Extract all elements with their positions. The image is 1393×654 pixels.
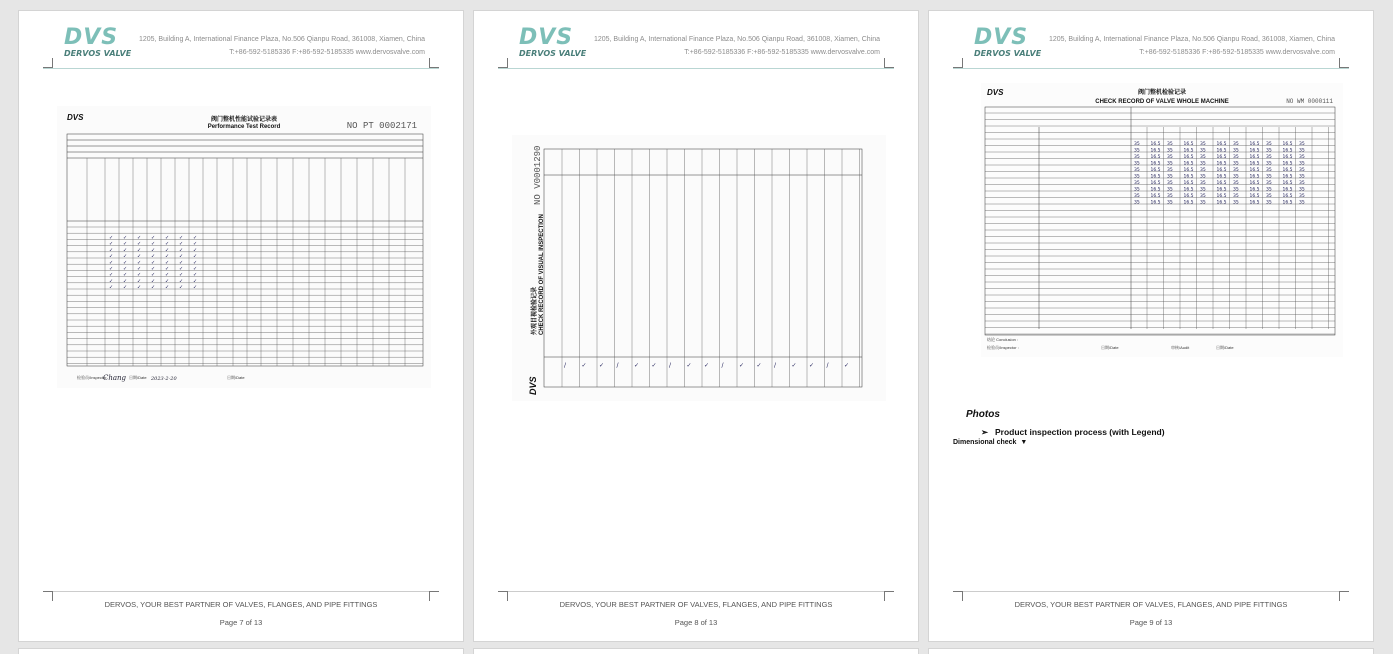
handwritten-mark: ✓: [165, 266, 170, 272]
handwritten-mark: 35: [1299, 181, 1305, 186]
handwritten-mark: 35: [1233, 187, 1239, 193]
svg-text:日期/Date: 日期/Date: [227, 375, 245, 380]
handwritten-mark: ✓: [193, 247, 198, 254]
handwritten-mark: ✓: [123, 266, 128, 272]
handwritten-mark: 16.5: [1282, 161, 1293, 167]
handwritten-mark: 35: [1266, 161, 1272, 167]
handwritten-mark: 16.5: [1282, 200, 1293, 206]
bullet-item: ➢ Product inspection process (with Legend): [981, 427, 1165, 437]
handwritten-mark: 35: [1200, 187, 1206, 193]
handwritten-mark: 35: [1134, 181, 1140, 186]
handwritten-mark: ✓: [756, 362, 762, 369]
handwritten-mark: 16.5: [1249, 200, 1260, 206]
svg-text:检验员/Inspector: 检验员/Inspector: [77, 375, 107, 380]
handwritten-mark: ✓: [109, 272, 114, 279]
handwritten-mark: 35: [1299, 200, 1305, 206]
handwritten-mark: 35: [1167, 148, 1173, 154]
handwritten-mark: 35: [1134, 148, 1140, 154]
document-page-9: [928, 10, 1374, 642]
svg-text:Performance Test Record: Performance Test Record: [207, 124, 281, 130]
handwritten-mark: 35: [1299, 194, 1305, 199]
handwritten-mark: ✓: [193, 253, 198, 260]
svg-text:DVS: DVS: [987, 88, 1004, 97]
handwritten-mark: ✓: [179, 241, 184, 248]
svg-text:NO WM 0000111: NO WM 0000111: [1286, 98, 1333, 105]
handwritten-mark: 35: [1266, 181, 1272, 186]
footer-rule: [963, 591, 1339, 592]
handwritten-mark: 16.5: [1249, 181, 1260, 186]
handwritten-mark: 35: [1167, 181, 1173, 186]
handwritten-mark: 16.5: [1150, 200, 1161, 206]
svg-text:检验员/Inspector :: 检验员/Inspector :: [987, 345, 1019, 350]
header-rule: [498, 68, 894, 69]
handwritten-mark: 35: [1266, 142, 1272, 147]
handwritten-mark: ✓: [151, 278, 156, 285]
dimensional-check-label[interactable]: Dimensional check ▼: [953, 439, 1028, 446]
handwritten-mark: ✓: [151, 272, 156, 279]
handwritten-mark: 35: [1200, 148, 1206, 154]
svg-text:DVS: DVS: [528, 376, 538, 395]
page-number: Page 8 of 13: [674, 618, 718, 627]
handwritten-mark: ✓: [739, 362, 745, 369]
handwritten-mark: 35: [1299, 161, 1305, 167]
handwritten-mark: 16.5: [1216, 168, 1227, 173]
handwritten-mark: ✓: [193, 241, 198, 248]
handwritten-mark: ✓: [123, 253, 128, 260]
handwritten-mark: ✓: [165, 278, 170, 285]
arrow-bullet-icon: ➢: [981, 427, 989, 437]
handwritten-mark: ✓: [151, 253, 156, 260]
handwritten-mark: ✓: [137, 266, 142, 272]
svg-text:外观目视检验记录: 外观目视检验记录: [532, 286, 538, 335]
handwritten-mark: ✓: [179, 253, 184, 260]
header-address: 1205, Building A, International Finance Plaza, No.506 Qianpu Road, 361008, Xiamen, China T:+86-592-5185336 F:+86-592-5185335 www.dervosvalve.com: [1048, 36, 1335, 56]
handwritten-mark: 16.5: [1282, 168, 1293, 173]
handwritten-mark: 35: [1233, 194, 1239, 199]
handwritten-mark: ✓: [599, 362, 605, 369]
handwritten-mark: 16.5: [1216, 181, 1227, 186]
handwritten-mark: 35: [1200, 200, 1206, 206]
handwritten-mark: 35: [1233, 161, 1239, 167]
photos-heading: Photos: [966, 409, 1000, 420]
handwritten-mark: ✓: [123, 272, 128, 279]
handwritten-mark: 16.5: [1249, 187, 1260, 193]
handwritten-mark: 35: [1299, 155, 1305, 160]
handwritten-mark: ✓: [123, 235, 128, 241]
handwritten-mark: 35: [1233, 181, 1239, 186]
handwritten-mark: 16.5: [1150, 161, 1161, 167]
handwritten-mark: ✓: [193, 259, 198, 266]
handwritten-mark: 16.5: [1150, 174, 1161, 180]
handwritten-mark: 16.5: [1249, 174, 1260, 180]
handwritten-mark: ✓: [109, 235, 114, 241]
handwritten-mark: 35: [1299, 148, 1305, 154]
handwritten-mark: ✓: [123, 247, 128, 254]
handwritten-mark: ✓: [179, 278, 184, 285]
crop-mark: [1339, 58, 1349, 68]
handwritten-mark: 35: [1233, 142, 1239, 147]
handwritten-mark: /: [616, 362, 619, 369]
scanned-performance-test-record: [57, 106, 431, 388]
handwritten-mark: ✓: [179, 284, 184, 291]
handwritten-mark: 35: [1266, 148, 1272, 154]
next-page-edge: [473, 648, 919, 654]
handwritten-mark: 16.5: [1150, 181, 1161, 186]
handwritten-mark: ✓: [109, 259, 114, 266]
handwritten-mark: /: [564, 362, 567, 369]
svg-text:NO V0001290: NO V0001290: [533, 145, 543, 205]
handwritten-mark: ✓: [165, 235, 170, 241]
handwritten-mark: ✓: [791, 362, 797, 369]
handwritten-mark: ✓: [137, 272, 142, 279]
svg-text:CHECK RECORD OF VALVE WHOLE MA: CHECK RECORD OF VALVE WHOLE MACHINE: [1095, 99, 1229, 105]
handwritten-mark: 35: [1134, 187, 1140, 193]
handwritten-mark: ✓: [151, 266, 156, 272]
handwritten-mark: 16.5: [1183, 168, 1194, 173]
handwritten-mark: 16.5: [1150, 194, 1161, 199]
handwritten-mark: ✓: [634, 362, 640, 369]
handwritten-mark: ✓: [151, 235, 156, 241]
handwritten-mark: ✓: [137, 284, 142, 291]
handwritten-mark: 35: [1167, 174, 1173, 180]
handwritten-mark: ✓: [151, 241, 156, 248]
handwritten-mark: 16.5: [1249, 194, 1260, 199]
handwritten-mark: ✓: [686, 362, 692, 369]
handwritten-mark: 16.5: [1183, 194, 1194, 199]
handwritten-mark: ✓: [137, 253, 142, 260]
handwritten-mark: 16.5: [1282, 142, 1293, 147]
handwritten-mark: 35: [1134, 155, 1140, 160]
handwritten-mark: 35: [1299, 168, 1305, 173]
handwritten-mark: ✓: [165, 253, 170, 260]
handwritten-mark: ✓: [123, 284, 128, 291]
handwritten-mark: 35: [1299, 174, 1305, 180]
handwritten-mark: ✓: [704, 362, 710, 369]
document-page-8: [473, 10, 919, 642]
handwritten-mark: 35: [1266, 194, 1272, 199]
handwritten-mark: 35: [1200, 181, 1206, 186]
handwritten-mark: ✓: [809, 362, 815, 369]
handwritten-mark: 16.5: [1282, 148, 1293, 154]
handwritten-mark: 35: [1233, 168, 1239, 173]
svg-text:日期/Date: 日期/Date: [1101, 345, 1119, 350]
svg-text:阀门整机检验记录: 阀门整机检验记录: [1137, 90, 1187, 96]
handwritten-mark: ✓: [137, 259, 142, 266]
handwritten-mark: ✓: [109, 284, 114, 291]
handwritten-mark: 35: [1200, 194, 1206, 199]
handwritten-mark: 35: [1200, 161, 1206, 167]
handwritten-mark: ✓: [123, 259, 128, 266]
crop-mark: [953, 58, 963, 68]
document-page-7: [18, 10, 464, 642]
handwritten-mark: 35: [1266, 200, 1272, 206]
crop-mark: [429, 58, 439, 68]
handwritten-mark: ✓: [179, 259, 184, 266]
handwritten-mark: ✓: [165, 284, 170, 291]
handwritten-mark: ✓: [151, 284, 156, 291]
company-logo: DVS DERVOS VALVE: [519, 25, 587, 58]
handwritten-mark: 35: [1266, 187, 1272, 193]
handwritten-mark: 16.5: [1183, 155, 1194, 160]
handwritten-mark: 35: [1233, 200, 1239, 206]
handwritten-mark: 16.5: [1282, 194, 1293, 199]
handwritten-mark: ✓: [109, 253, 114, 260]
company-logo: DVS DERVOS VALVE: [974, 25, 1042, 58]
handwritten-mark: 16.5: [1216, 161, 1227, 167]
handwritten-mark: 35: [1134, 161, 1140, 167]
handwritten-mark: 16.5: [1183, 187, 1194, 193]
handwritten-mark: 35: [1299, 187, 1305, 193]
handwritten-mark: 16.5: [1183, 148, 1194, 154]
handwritten-mark: 16.5: [1249, 161, 1260, 167]
handwritten-mark: 16.5: [1216, 142, 1227, 147]
handwritten-mark: ✓: [844, 362, 850, 369]
crop-mark: [498, 58, 508, 68]
handwritten-mark: ✓: [179, 247, 184, 254]
handwritten-mark: ✓: [137, 241, 142, 248]
handwritten-mark: 16.5: [1150, 168, 1161, 173]
svg-text:Chang: Chang: [103, 374, 127, 382]
handwritten-mark: ✓: [123, 241, 128, 248]
svg-text:DVS: DVS: [67, 113, 84, 122]
svg-text:审核/Audit: 审核/Audit: [1171, 345, 1190, 350]
footer-slogan: DERVOS, YOUR BEST PARTNER OF VALVES, FLANGES, AND PIPE FITTINGS: [104, 600, 378, 609]
handwritten-mark: ✓: [581, 362, 587, 369]
handwritten-mark: /: [721, 362, 724, 369]
handwritten-mark: 16.5: [1150, 187, 1161, 193]
scanned-visual-inspection-record: [512, 135, 886, 401]
handwritten-mark: 35: [1134, 194, 1140, 199]
handwritten-mark: 35: [1167, 142, 1173, 147]
header-rule: [43, 68, 439, 69]
handwritten-mark: 16.5: [1183, 200, 1194, 206]
handwritten-mark: 35: [1266, 174, 1272, 180]
handwritten-mark: 35: [1233, 155, 1239, 160]
handwritten-mark: ✓: [109, 247, 114, 254]
next-page-edge: [928, 648, 1374, 654]
footer-slogan: DERVOS, YOUR BEST PARTNER OF VALVES, FLANGES, AND PIPE FITTINGS: [559, 600, 833, 609]
svg-text:CHECK RECORD OF VISUAL INSPECT: CHECK RECORD OF VISUAL INSPECTION: [539, 214, 545, 335]
handwritten-mark: 35: [1299, 142, 1305, 147]
handwritten-mark: ✓: [137, 235, 142, 241]
header-rule: [953, 68, 1349, 69]
svg-text:NO PT 0002171: NO PT 0002171: [346, 121, 417, 131]
handwritten-mark: 16.5: [1150, 148, 1161, 154]
handwritten-mark: ✓: [109, 266, 114, 272]
handwritten-mark: 35: [1167, 187, 1173, 193]
handwritten-mark: 35: [1134, 174, 1140, 180]
handwritten-mark: 16.5: [1216, 200, 1227, 206]
handwritten-mark: /: [774, 362, 777, 369]
header-address: 1205, Building A, International Finance Plaza, No.506 Qianpu Road, 361008, Xiamen, China T:+86-592-5185336 F:+86-592-5185335 www.dervosvalve.com: [593, 36, 880, 56]
handwritten-mark: ✓: [123, 278, 128, 285]
handwritten-mark: 35: [1167, 200, 1173, 206]
handwritten-mark: 16.5: [1249, 142, 1260, 147]
handwritten-mark: 16.5: [1282, 181, 1293, 186]
handwritten-mark: ✓: [165, 272, 170, 279]
handwritten-mark: 35: [1167, 168, 1173, 173]
handwritten-mark: 16.5: [1216, 155, 1227, 160]
crop-mark: [884, 58, 894, 68]
page-number: Page 9 of 13: [1129, 618, 1173, 627]
handwritten-mark: 16.5: [1183, 161, 1194, 167]
svg-text:结论 Conclusion :: 结论 Conclusion :: [987, 337, 1019, 342]
handwritten-mark: ✓: [193, 235, 198, 241]
handwritten-mark: 16.5: [1183, 181, 1194, 186]
handwritten-mark: 35: [1233, 174, 1239, 180]
handwritten-mark: ✓: [193, 278, 198, 285]
handwritten-mark: ✓: [109, 241, 114, 248]
handwritten-mark: 16.5: [1150, 142, 1161, 147]
handwritten-mark: ✓: [179, 272, 184, 279]
handwritten-mark: ✓: [193, 272, 198, 279]
handwritten-mark: 35: [1200, 168, 1206, 173]
handwritten-mark: 16.5: [1282, 174, 1293, 180]
handwritten-mark: 16.5: [1216, 194, 1227, 199]
handwritten-mark: /: [669, 362, 672, 369]
footer-slogan: DERVOS, YOUR BEST PARTNER OF VALVES, FLANGES, AND PIPE FITTINGS: [1014, 600, 1288, 609]
scanned-valve-whole-machine-record: [981, 83, 1343, 357]
handwritten-mark: 16.5: [1282, 155, 1293, 160]
svg-text:阀门整机性能试验记录表: 阀门整机性能试验记录表: [210, 117, 278, 123]
next-page-edge: [18, 648, 464, 654]
svg-text:日期/Date: 日期/Date: [129, 375, 147, 380]
handwritten-mark: 16.5: [1183, 174, 1194, 180]
handwritten-mark: 16.5: [1150, 155, 1161, 160]
handwritten-mark: 35: [1200, 142, 1206, 147]
svg-text:日期/Date: 日期/Date: [1216, 345, 1234, 350]
handwritten-mark: 16.5: [1216, 187, 1227, 193]
handwritten-mark: ✓: [179, 235, 184, 241]
handwritten-mark: 16.5: [1249, 155, 1260, 160]
handwritten-mark: ✓: [151, 247, 156, 254]
handwritten-mark: ✓: [165, 247, 170, 254]
handwritten-mark: 16.5: [1216, 148, 1227, 154]
handwritten-mark: ✓: [109, 278, 114, 285]
handwritten-mark: 35: [1167, 155, 1173, 160]
handwritten-mark: 16.5: [1249, 168, 1260, 173]
handwritten-mark: 16.5: [1249, 148, 1260, 154]
handwritten-mark: ✓: [165, 259, 170, 266]
page-number: Page 7 of 13: [219, 618, 263, 627]
handwritten-mark: 35: [1200, 155, 1206, 160]
crop-mark: [43, 58, 53, 68]
company-logo: DVS DERVOS VALVE: [64, 25, 132, 58]
handwritten-mark: 16.5: [1183, 142, 1194, 147]
handwritten-mark: ✓: [193, 284, 198, 291]
handwritten-mark: 16.5: [1282, 187, 1293, 193]
handwritten-mark: 35: [1134, 200, 1140, 206]
handwritten-mark: ✓: [651, 362, 657, 369]
handwritten-mark: 35: [1266, 168, 1272, 173]
handwritten-mark: ✓: [165, 241, 170, 248]
handwritten-mark: 35: [1134, 142, 1140, 147]
triangle-down-icon: ▼: [1020, 439, 1028, 446]
handwritten-mark: 35: [1266, 155, 1272, 160]
header-address: 1205, Building A, International Finance Plaza, No.506 Qianpu Road, 361008, Xiamen, China T:+86-592-5185336 F:+86-592-5185335 www.dervosvalve.com: [138, 36, 425, 56]
handwritten-mark: ✓: [179, 266, 184, 272]
svg-text:2023-2-20: 2023-2-20: [151, 376, 177, 382]
handwritten-mark: 16.5: [1216, 174, 1227, 180]
handwritten-mark: ✓: [193, 266, 198, 272]
handwritten-mark: ✓: [137, 247, 142, 254]
handwritten-mark: /: [826, 362, 829, 369]
footer-rule: [53, 591, 429, 592]
handwritten-mark: 35: [1134, 168, 1140, 173]
handwritten-mark: 35: [1200, 174, 1206, 180]
handwritten-mark: 35: [1233, 148, 1239, 154]
handwritten-mark: ✓: [137, 278, 142, 285]
handwritten-mark: 35: [1167, 161, 1173, 167]
footer-rule: [508, 591, 884, 592]
handwritten-mark: ✓: [151, 259, 156, 266]
handwritten-mark: 35: [1167, 194, 1173, 199]
